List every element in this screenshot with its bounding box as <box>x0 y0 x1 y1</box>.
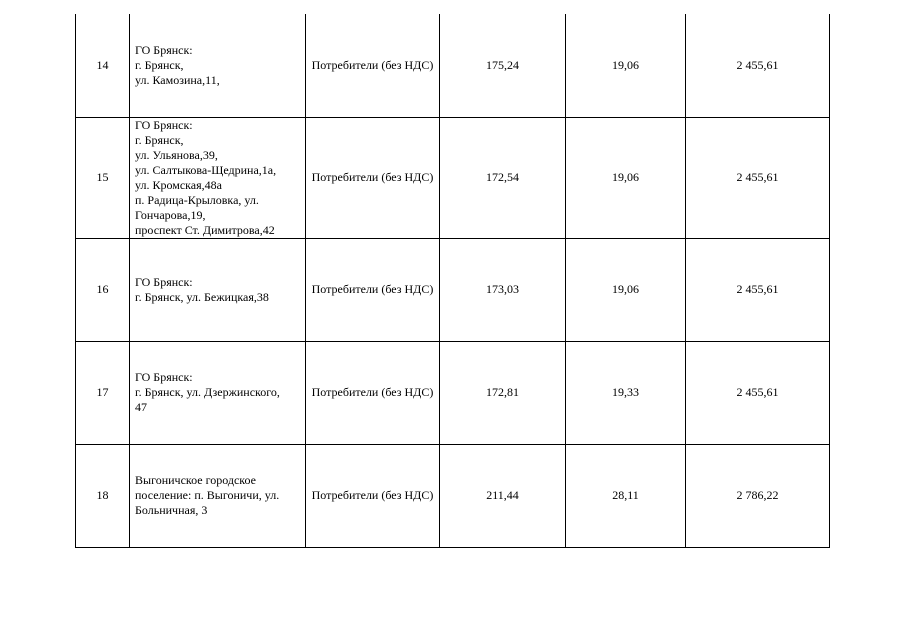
table-row <box>76 117 830 238</box>
row-number: 17 <box>76 341 130 444</box>
consumer-label: Потребители (без НДС) <box>311 282 434 296</box>
address-line: г. Брянск, <box>135 57 184 72</box>
value-cell-2: 19,06 <box>566 117 686 238</box>
address-cell <box>130 117 306 238</box>
address-line: Гончарова,19, <box>135 207 206 222</box>
value-cell-1: 211,44 <box>440 444 566 547</box>
consumer-cell <box>306 444 440 547</box>
consumer-cell <box>306 117 440 238</box>
row-number: 14 <box>76 14 130 117</box>
consumer-label: Потребители (без НДС) <box>311 385 434 399</box>
row-number: 15 <box>76 117 130 238</box>
address-cell <box>130 14 306 117</box>
consumer-cell <box>306 14 440 117</box>
address-line: 47 <box>135 400 147 414</box>
address-line: Больничная, 3 <box>135 503 208 517</box>
consumer-cell <box>306 238 440 341</box>
address-cell <box>130 444 306 547</box>
value-cell-1: 172,81 <box>440 341 566 444</box>
address-line: поселение: п. Выгоничи, ул. <box>135 488 280 502</box>
table-row <box>76 14 830 117</box>
value-cell-3: 2 455,61 <box>686 14 830 117</box>
value-cell-3: 2 786,22 <box>686 444 830 547</box>
value-cell-3: 2 455,61 <box>686 341 830 444</box>
address-line: ГО Брянск: <box>135 274 193 289</box>
address-line: ул. Камозина,11, <box>135 72 220 87</box>
address-line: ГО Брянск: <box>135 117 193 132</box>
address-line: проспект Ст. Димитрова,42 <box>135 222 275 237</box>
address-line: г. Брянск, ул. Бежицкая,38 <box>135 289 269 304</box>
address-line: Выгоничское городское <box>135 473 256 487</box>
consumer-label: Потребители (без НДС) <box>311 488 434 502</box>
value-cell-2: 19,06 <box>566 238 686 341</box>
consumer-label: Потребители (без НДС) <box>311 57 434 72</box>
tariff-table <box>75 14 830 548</box>
value-cell-2: 19,06 <box>566 14 686 117</box>
address-line: ГО Брянск: <box>135 370 193 384</box>
value-cell-3: 2 455,61 <box>686 238 830 341</box>
value-cell-1: 172,54 <box>440 117 566 238</box>
table-row <box>76 444 830 547</box>
value-cell-2: 28,11 <box>566 444 686 547</box>
row-number: 18 <box>76 444 130 547</box>
address-line: ГО Брянск: <box>135 42 193 57</box>
address-cell <box>130 238 306 341</box>
value-cell-1: 175,24 <box>440 14 566 117</box>
address-line: ул. Кромская,48а <box>135 177 222 192</box>
table-row <box>76 341 830 444</box>
table-row <box>76 238 830 341</box>
address-cell <box>130 341 306 444</box>
address-line: г. Брянск, ул. Дзержинского, <box>135 385 280 399</box>
value-cell-1: 173,03 <box>440 238 566 341</box>
value-cell-2: 19,33 <box>566 341 686 444</box>
consumer-label: Потребители (без НДС) <box>311 170 434 184</box>
row-number: 16 <box>76 238 130 341</box>
value-cell-3: 2 455,61 <box>686 117 830 238</box>
address-line: ул. Салтыкова-Щедрина,1а, <box>135 162 277 177</box>
address-line: г. Брянск, <box>135 132 184 147</box>
consumer-cell <box>306 341 440 444</box>
address-line: ул. Ульянова,39, <box>135 147 218 162</box>
address-line: п. Радица-Крыловка, ул. <box>135 192 259 207</box>
